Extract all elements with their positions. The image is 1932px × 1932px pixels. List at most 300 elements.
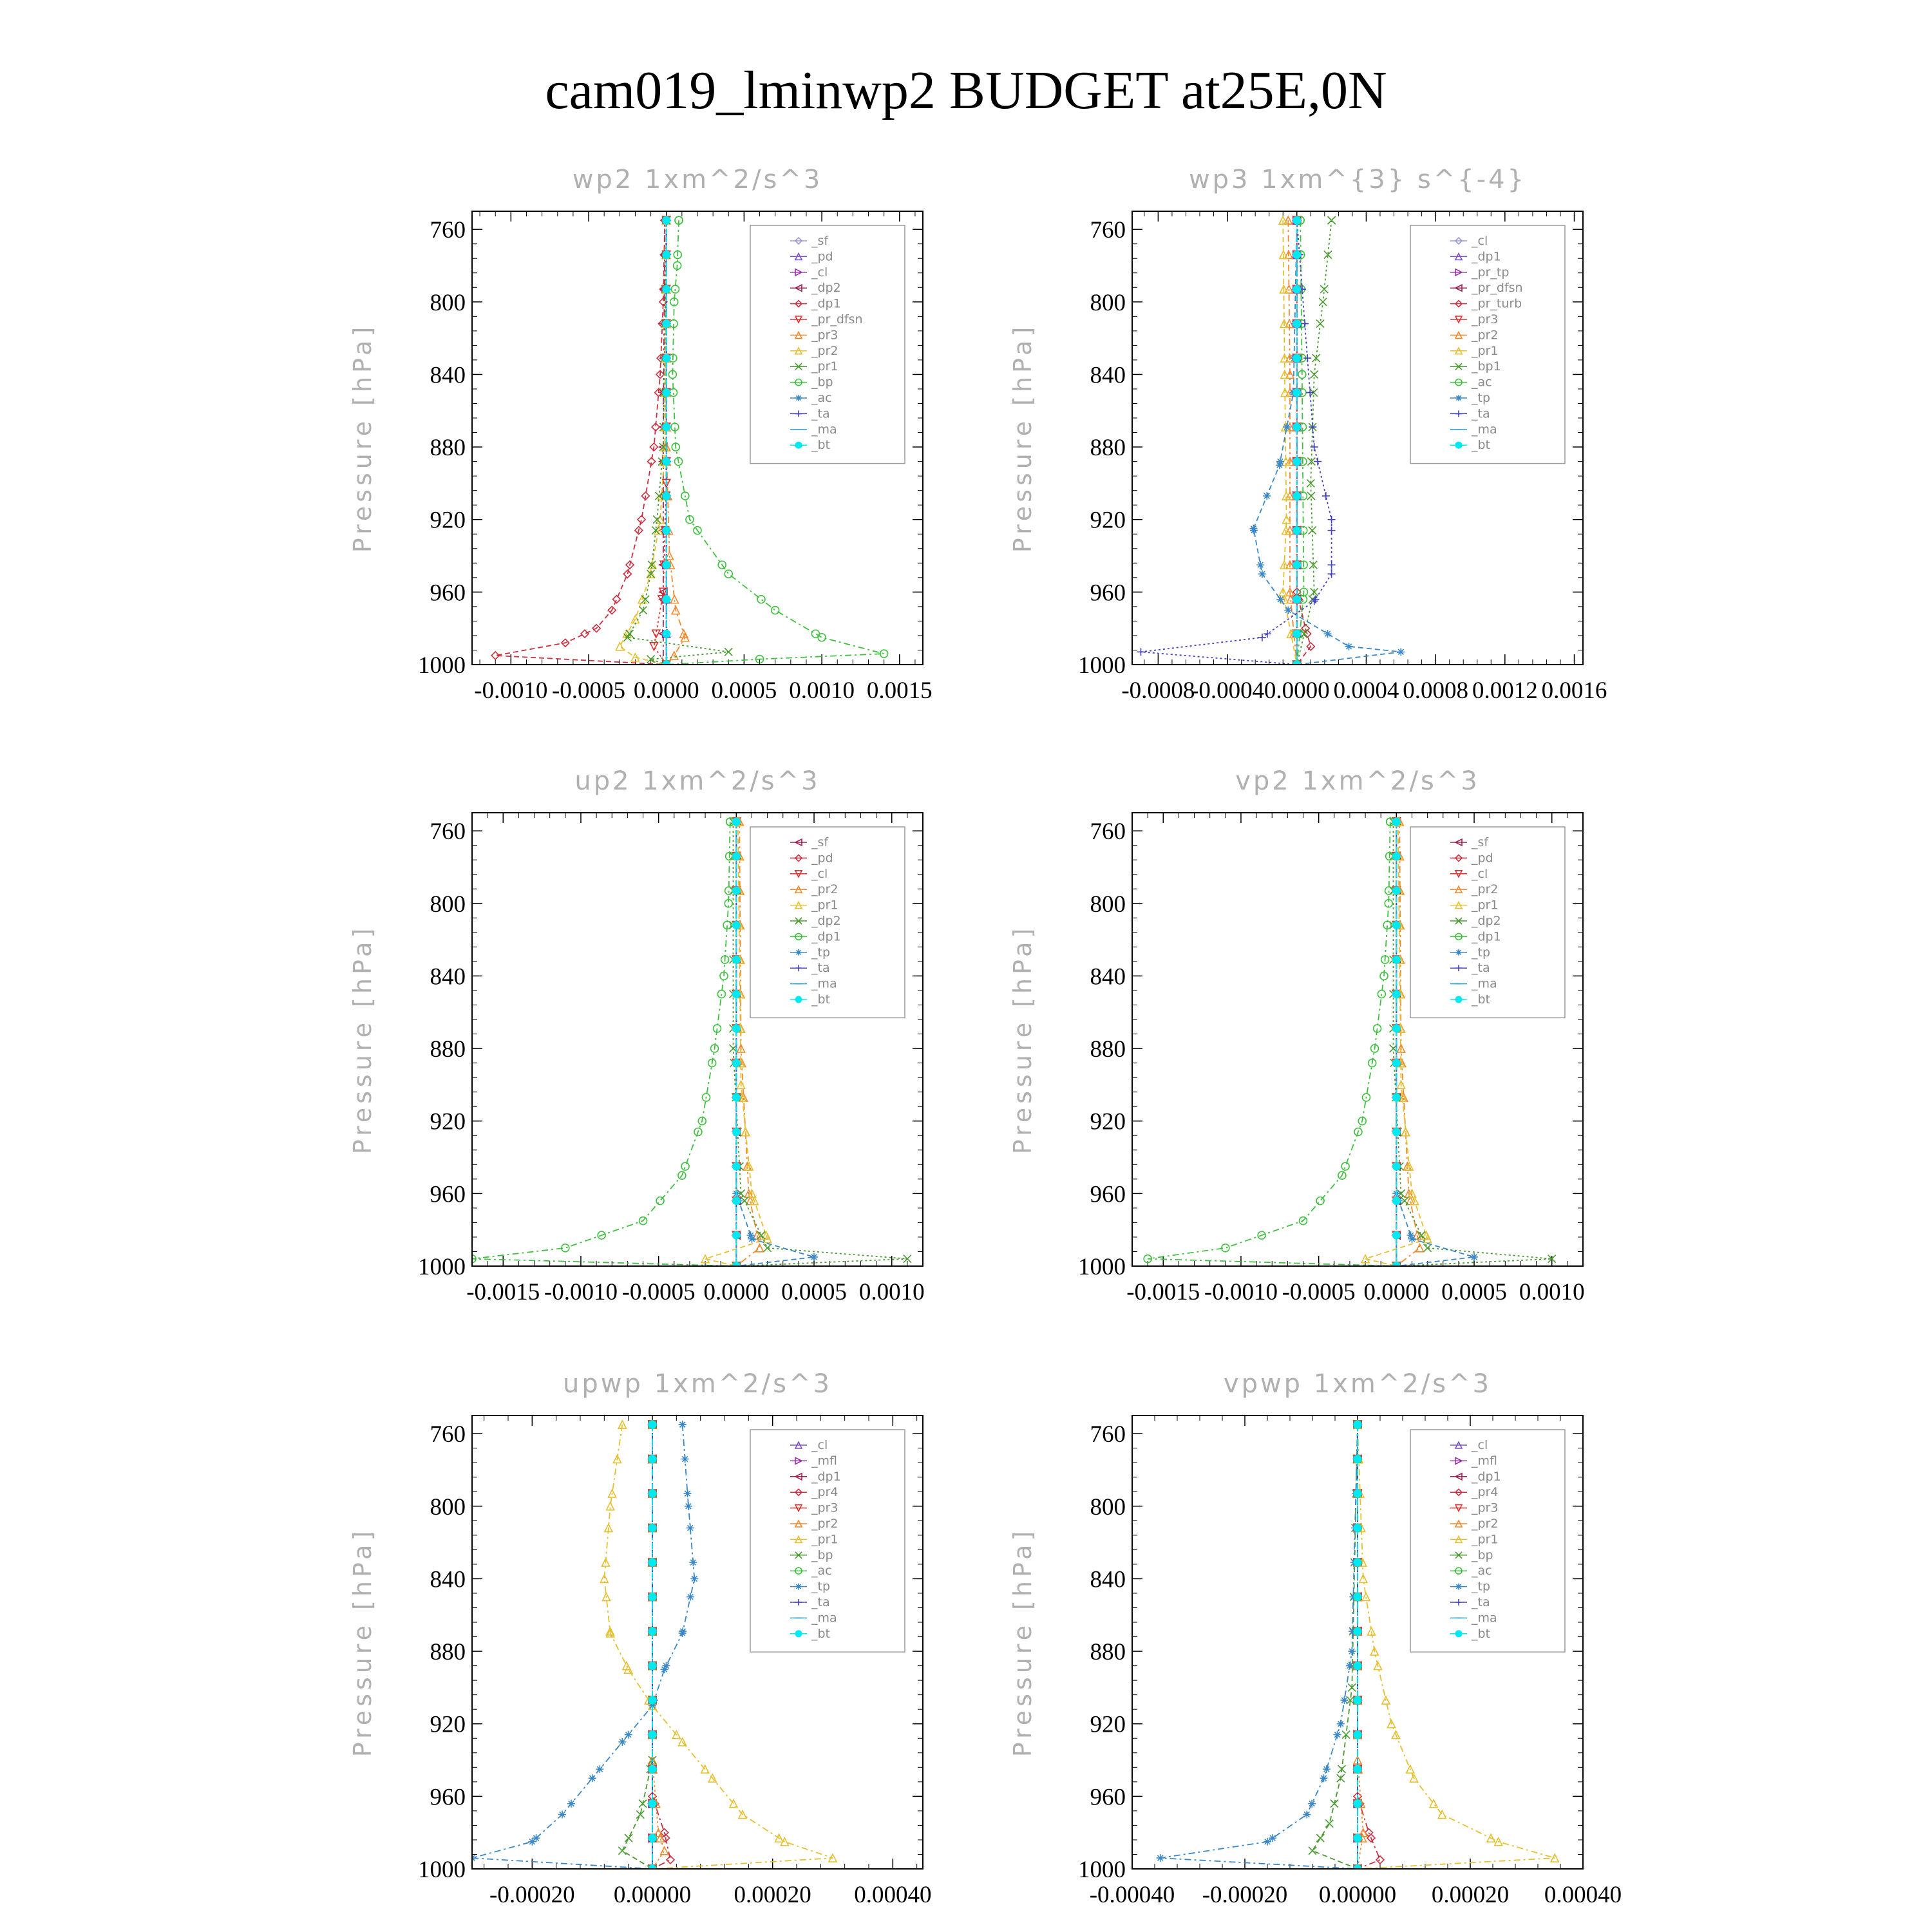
x-tick-label: 0.0005 [1441,1279,1507,1305]
chart-panel-2 [1009,165,1607,704]
data-point-bp1 [1307,492,1315,500]
data-point-dp1 [581,630,589,638]
data-point-tp [528,1838,536,1846]
data-point-tp [1470,1253,1478,1261]
y-tick-label: 840 [1090,362,1126,389]
x-tick-label: 0.0000 [1264,677,1330,704]
y-tick-label: 960 [430,1784,466,1811]
panel-title: vpwp 1xm^2/s^3 [1223,1369,1492,1399]
data-point-bt [1392,1197,1400,1205]
data-point-bt [663,561,670,569]
data-point-bp [618,1847,626,1855]
data-point-bt [1293,630,1301,638]
legend-label: _tp [811,945,831,960]
data-point-tp [1346,1662,1354,1670]
x-tick-label: 0.0008 [1403,677,1469,704]
y-tick-label: 920 [430,507,466,534]
y-tick-label: 880 [1090,1036,1126,1063]
legend-label: _bt [811,438,831,453]
data-point-bt [649,1834,656,1842]
data-point-bt [1354,1765,1361,1773]
panel-title: wp2 1xm^2/s^3 [572,165,823,194]
y-tick-label: 880 [1090,1639,1126,1666]
x-tick-label: 0.00020 [1431,1882,1510,1908]
data-point-bp1 [1320,285,1328,293]
data-point-bt [1293,492,1301,500]
data-point-bt [649,1627,656,1635]
legend-label: _dp1 [811,929,841,944]
data-point-bt [1392,1094,1400,1101]
data-point-bt [1293,389,1301,397]
legend-label: _sf [811,835,829,849]
legend-label: _dp1 [1472,249,1501,264]
data-point-tp [684,1490,692,1497]
legend-label: _dp2 [811,281,841,296]
data-point-bt [1354,1593,1361,1601]
legend-label: _ac [1472,1564,1492,1578]
y-tick-label: 920 [1090,1108,1126,1135]
data-point-dp1 [612,596,620,603]
chart-panel-3 [348,766,925,1305]
data-point-bt [663,630,670,638]
legend-label: _pr2 [1472,1517,1499,1531]
data-point-bp [625,1834,632,1842]
data-point-bt [732,1025,740,1032]
data-point-bt [1392,990,1400,998]
data-point-tp [1303,1811,1311,1819]
data-point-bt [732,853,740,860]
data-point-dp1 [1316,1197,1324,1205]
panel-title: upwp 1xm^2/s^3 [563,1369,832,1399]
y-tick-label: 920 [1090,1711,1126,1738]
legend-label: _mfl [1472,1454,1497,1468]
legend-marker [1455,949,1462,956]
legend-label: _ma [1472,422,1497,437]
legend-label: _cl [1472,1438,1488,1452]
legend-label: _pr_turb [1472,296,1522,311]
y-axis-label: Pressure [hPa] [1009,323,1037,553]
x-tick-label: 0.0005 [711,677,777,704]
data-point-bt [732,1128,740,1136]
legend-marker [1455,1584,1462,1590]
x-tick-label: 0.0005 [781,1279,847,1305]
legend-marker [795,442,802,448]
panel-title: up2 1xm^2/s^3 [574,766,820,796]
y-tick-label: 760 [430,819,466,846]
page-title: cam019_lminwp2 BUDGET at25E,0N [545,61,1387,120]
y-tick-label: 840 [1090,963,1126,990]
data-point-tp [1276,596,1284,603]
legend-label: _pr3 [1472,1501,1499,1515]
legend [750,1430,905,1652]
legend-label: _tp [1472,1579,1491,1594]
legend-label: _ac [1472,375,1492,390]
legend-label: _cl [811,265,828,279]
data-point-ta [1258,634,1266,641]
y-tick-label: 880 [430,1639,466,1666]
y-tick-label: 840 [430,362,466,389]
x-tick-label: 0.0010 [1519,1279,1585,1305]
data-point-bt [1354,1524,1361,1532]
data-point-bt [649,1558,656,1566]
x-tick-label: 0.0010 [789,677,855,704]
legend-label: _bp [811,1548,833,1562]
data-point-bt [649,1455,656,1463]
y-tick-label: 840 [1090,1566,1126,1593]
data-point-bp1 [1319,298,1327,306]
data-point-bp [1325,1820,1333,1828]
data-point-tp [661,1665,668,1673]
legend-label: _pr4 [811,1485,838,1500]
legend-label: _pr_tp [1472,265,1510,279]
y-axis-label: Pressure [hPa] [348,924,377,1155]
x-tick-label: -0.0005 [1282,1279,1356,1305]
data-point-ta [1264,630,1271,638]
data-point-bt [1392,922,1400,929]
data-point-bt [1392,818,1400,826]
legend [750,827,905,1018]
legend-marker [1455,1631,1462,1637]
y-tick-label: 760 [430,217,466,244]
legend-label: _tp [1472,945,1491,960]
legend-label: _pr1 [811,359,838,374]
x-tick-label: 0.0000 [703,1279,770,1305]
data-point-bt [1293,527,1301,535]
data-point-dp2 [1424,1244,1432,1252]
y-axis-label: Pressure [hPa] [348,323,377,553]
y-axis-label: Pressure [hPa] [1009,1527,1037,1757]
data-point-bp [1309,1847,1316,1855]
data-point-bp1 [1328,216,1336,224]
data-point-bt [663,354,670,362]
y-tick-label: 1000 [418,1254,466,1280]
legend-label: _dp2 [1472,914,1501,928]
legend-label: _pr3 [811,328,838,343]
legend-marker [795,1584,802,1590]
data-point-tp [1320,1774,1328,1782]
data-point-bp1 [1316,320,1324,328]
data-point-bt [663,216,670,224]
data-point-tp [679,1421,687,1428]
data-point-tp [689,1558,697,1566]
data-point-ta [1328,570,1336,578]
data-point-bt [1293,354,1301,362]
legend-label: _bt [1472,992,1491,1007]
x-tick-label: 0.0015 [866,677,933,704]
data-point-bt [732,1094,740,1101]
legend-label: _dp2 [811,914,841,928]
data-point-bp [818,634,826,641]
data-point-ta [1328,561,1336,569]
legend-marker [795,996,802,1003]
data-point-bt [1293,596,1301,603]
x-tick-label: -0.0004 [1191,677,1265,704]
legend-label: _pr_dfsn [1472,281,1523,296]
data-point-bt [649,1421,656,1428]
legend-label: _ma [1472,976,1497,991]
legend-label: _bt [811,1626,831,1641]
data-point-tp [687,1524,694,1532]
x-tick-label: 0.0004 [1333,677,1399,704]
x-tick-label: 0.0012 [1472,677,1538,704]
legend-label: _bp [811,375,833,390]
data-point-bt [1354,1662,1361,1670]
legend-label: _ma [811,976,837,991]
data-point-bt [732,1197,740,1205]
x-tick-label: 0.00040 [1544,1882,1622,1908]
x-tick-label: 0.0000 [1363,1279,1430,1305]
legend-label: _ma [811,1611,837,1625]
data-point-bt [663,423,670,431]
data-point-tp [1256,561,1264,569]
legend-label: _pr1 [1472,343,1499,358]
data-point-bt [1392,887,1400,895]
y-tick-label: 760 [430,1421,466,1448]
x-tick-label: 0.00000 [1318,1882,1397,1908]
data-point-pr1 [655,492,663,500]
y-tick-label: 1000 [1078,652,1126,679]
data-point-bp [1331,1800,1338,1808]
data-point-bt [649,1593,656,1601]
y-tick-label: 920 [1090,507,1126,534]
data-point-tp [1308,1800,1316,1808]
data-point-bt [649,1731,656,1739]
y-tick-label: 840 [430,1566,466,1593]
data-point-bt [649,1765,656,1773]
data-point-bt [1354,1731,1361,1739]
x-tick-label: -0.0005 [621,1279,696,1305]
data-point-tp [1337,1720,1345,1728]
legend-label: _pr1 [1472,1532,1499,1547]
data-point-ta [1328,527,1336,535]
data-point-ta [1314,458,1321,466]
legend-label: _ma [811,422,837,437]
data-point-bt [663,458,670,466]
y-tick-label: 1000 [1078,1857,1126,1883]
plot-area [1137,216,1405,668]
data-point-pr2 [661,1847,668,1855]
data-point-tp [681,1455,689,1463]
data-point-pr2 [616,643,623,650]
data-point-tp [1157,1854,1164,1862]
x-tick-label: 0.00020 [734,1882,811,1908]
data-point-bt [663,285,670,293]
data-point-bt [1354,1627,1361,1635]
x-tick-label: 0.0000 [633,677,699,704]
chart-panel-5 [348,1369,931,1908]
y-tick-label: 880 [430,1036,466,1063]
data-point-bt [732,990,740,998]
legend-label: _tp [811,1579,831,1594]
y-tick-label: 760 [1090,819,1126,846]
legend-label: _bt [1472,1626,1491,1641]
legend-label: _cl [811,1438,828,1452]
legend-label: _cl [811,866,828,881]
data-point-ta [1322,492,1330,500]
x-tick-label: -0.0015 [466,1279,540,1305]
legend-label: _pr2 [811,882,838,897]
data-point-tp [687,1593,694,1601]
data-point-bt [1293,251,1301,259]
data-point-ta [1311,596,1319,603]
series-line-dp1 [1148,822,1396,1266]
legend-label: _sf [811,234,829,248]
y-tick-label: 840 [430,963,466,990]
data-point-tp [618,1738,626,1746]
legend-label: _dp1 [811,296,841,311]
data-point-bt [663,596,670,603]
data-point-bp [757,596,765,603]
data-point-pr1 [1362,1593,1370,1601]
legend-label: _pr1 [811,1532,838,1547]
y-tick-label: 1000 [1078,1254,1126,1280]
y-tick-label: 960 [1090,580,1126,607]
data-point-bt [732,1231,740,1239]
data-point-bp [880,650,888,658]
y-tick-label: 1000 [418,652,466,679]
data-point-dp1 [1341,1162,1349,1170]
legend [1410,225,1565,464]
data-point-bt [1392,1231,1400,1239]
legend-label: _ta [1472,961,1490,976]
y-tick-label: 920 [430,1108,466,1135]
legend-label: _pr3 [811,1501,838,1515]
y-tick-label: 800 [430,1493,466,1520]
data-point-bt [732,887,740,895]
legend-label: _ta [1472,406,1490,421]
data-point-tp [1340,1696,1348,1704]
legend [750,225,905,464]
data-point-tp [748,1235,755,1243]
x-tick-label: -0.0008 [1121,677,1195,704]
data-point-tp [685,1502,692,1510]
data-point-bt [1392,853,1400,860]
x-tick-label: -0.0010 [1204,1279,1278,1305]
legend-label: _cl [1472,234,1488,248]
data-point-ta [1306,389,1314,397]
x-tick-label: -0.00040 [1089,1882,1175,1908]
data-point-bt [1392,1162,1400,1170]
data-point-bt [649,1800,656,1808]
data-point-tp [1249,525,1257,533]
data-point-bt [1293,458,1301,466]
data-point-tp [567,1800,575,1808]
data-point-bt [732,1059,740,1067]
data-point-pr4 [1376,1856,1384,1864]
data-point-bt [1392,1059,1400,1067]
data-point-tp [1264,1838,1271,1846]
data-point-tp [1324,630,1332,638]
legend-label: _ac [811,1564,832,1578]
x-tick-label: -0.0005 [551,677,626,704]
data-point-dp1 [656,1197,664,1205]
data-point-bt [1354,1558,1361,1566]
data-point-dp1 [717,990,725,998]
data-point-bt [1392,1025,1400,1032]
data-point-tp [589,1774,596,1782]
legend-label: _pr4 [1472,1485,1499,1500]
series-line-dp1 [472,822,736,1266]
data-point-dp1 [623,570,631,578]
x-tick-label: 0.0016 [1541,677,1607,704]
chart-panel-6 [1009,1369,1622,1908]
data-point-bp [772,607,779,614]
legend-label: _dp1 [1472,929,1501,944]
data-point-tp [625,1731,632,1739]
data-point-dp1 [681,1162,689,1170]
data-point-bt [1392,956,1400,963]
x-tick-label: -0.0010 [474,677,548,704]
data-point-tp [1283,423,1291,431]
legend-label: _bt [811,992,831,1007]
y-tick-label: 880 [430,435,466,462]
data-point-bt [663,492,670,500]
legend-marker [795,1631,802,1637]
data-point-bt [732,922,740,929]
y-tick-label: 960 [1090,1784,1126,1811]
legend-label: _pr2 [1472,328,1499,343]
panel-title: vp2 1xm^2/s^3 [1235,766,1480,796]
data-point-bt [1354,1421,1361,1428]
x-tick-label: 0.00040 [854,1882,932,1908]
data-point-tp [679,1629,687,1637]
legend-label: _pr1 [1472,898,1499,913]
legend-label: _pd [811,851,833,866]
legend-marker [1455,442,1462,448]
y-axis-label: Pressure [hPa] [348,1527,377,1757]
data-point-bt [1354,1834,1361,1842]
data-point-bt [1354,1696,1361,1704]
data-point-bt [1293,423,1301,431]
legend-label: _mfl [811,1454,837,1468]
data-point-bt [1392,1128,1400,1136]
data-point-bt [1293,285,1301,293]
data-point-bt [732,818,740,826]
legend [1410,827,1565,1018]
legend [1410,1430,1565,1652]
y-tick-label: 960 [1090,1181,1126,1208]
data-point-tp [1263,492,1271,500]
legend-label: _pr2 [811,343,838,358]
legend-label: _pr1 [811,898,838,913]
data-point-bt [732,956,740,963]
legend-marker [1455,996,1462,1003]
series-line-tp [1254,220,1401,665]
data-point-tp [1269,1834,1276,1842]
data-point-bp [724,570,732,578]
data-point-bt [663,527,670,535]
y-axis-label: Pressure [hPa] [1009,924,1037,1155]
legend-label: _bp1 [1472,359,1501,374]
legend-label: _dp1 [1472,1469,1501,1484]
y-tick-label: 800 [430,891,466,918]
data-point-tp [1345,643,1353,650]
data-point-tp [1334,1731,1341,1739]
legend-label: _dp1 [811,1469,841,1484]
data-point-bt [732,1162,740,1170]
data-point-bt [663,251,670,259]
legend-label: _pr_dfsn [811,312,863,327]
y-tick-label: 960 [430,580,466,607]
data-point-ta [1137,648,1144,656]
data-point-ta [1328,516,1336,524]
legend-marker [795,395,802,401]
data-point-tp [1276,461,1283,469]
chart-panel-1 [348,165,933,704]
y-tick-label: 960 [430,1181,466,1208]
x-tick-label: -0.00020 [1202,1882,1288,1908]
x-tick-label: -0.0010 [544,1279,618,1305]
